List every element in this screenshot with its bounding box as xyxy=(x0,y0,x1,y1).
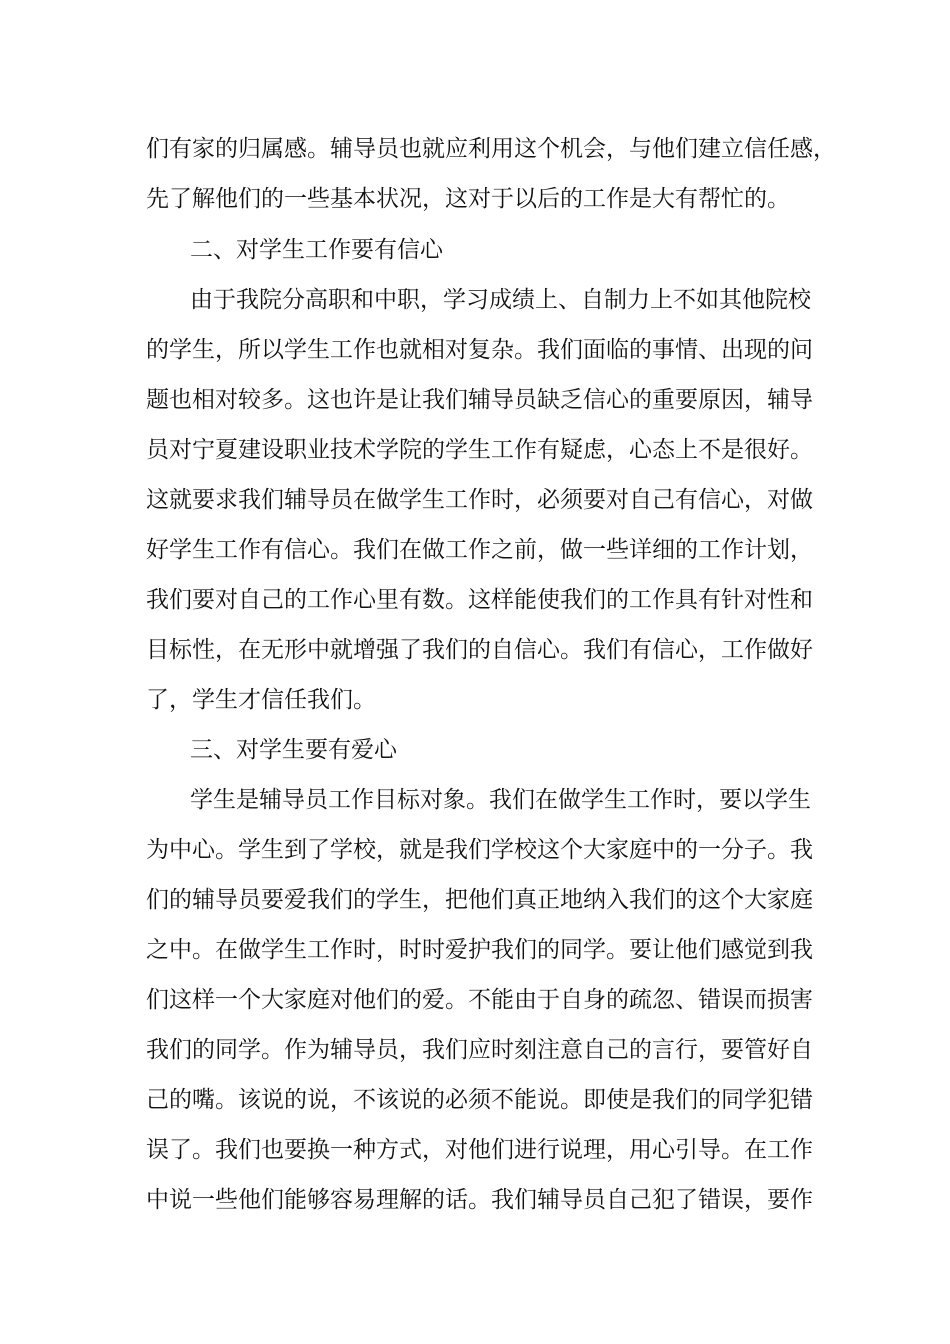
text-line: 们有家的归属感。辅导员也就应利用这个机会，与他们建立信任感， xyxy=(146,136,836,162)
text-line: 目标性，在无形中就增强了我们的自信心。我们有信心，工作做好 xyxy=(146,637,813,663)
text-line: 己的嘴。该说的说，不该说的必须不能说。即使是我们的同学犯错 xyxy=(146,1087,813,1113)
text-line: 题也相对较多。这也许是让我们辅导员缺乏信心的重要原因，辅导 xyxy=(146,387,813,413)
section-heading-3: 三、对学生要有爱心 xyxy=(190,737,397,763)
text-line: 了，学生才信任我们。 xyxy=(146,687,376,713)
text-line: 为中心。学生到了学校，就是我们学校这个大家庭中的一分子。我 xyxy=(146,837,813,863)
text-line: 我们要对自己的工作心里有数。这样能使我们的工作具有针对性和 xyxy=(146,587,813,613)
text-line: 由于我院分高职和中职，学习成绩上、自制力上不如其他院校 xyxy=(190,287,811,313)
text-line: 之中。在做学生工作时，时时爱护我们的同学。要让他们感觉到我 xyxy=(146,937,813,963)
text-line: 我们的同学。作为辅导员，我们应时刻注意自己的言行，要管好自 xyxy=(146,1037,813,1063)
text-line: 中说一些他们能够容易理解的话。我们辅导员自己犯了错误，要作 xyxy=(146,1187,813,1213)
text-line: 先了解他们的一些基本状况，这对于以后的工作是大有帮忙的。 xyxy=(146,186,790,212)
text-line: 学生是辅导员工作目标对象。我们在做学生工作时，要以学生 xyxy=(190,787,811,813)
text-line: 好学生工作有信心。我们在做工作之前，做一些详细的工作计划， xyxy=(146,537,813,563)
section-heading-2: 二、对学生工作要有信心 xyxy=(190,237,443,263)
text-line: 这就要求我们辅导员在做学生工作时，必须要对自己有信心，对做 xyxy=(146,487,813,513)
text-line: 员对宁夏建设职业技术学院的学生工作有疑虑，心态上不是很好。 xyxy=(146,437,813,463)
text-line: 们的辅导员要爱我们的学生，把他们真正地纳入我们的这个大家庭 xyxy=(146,887,813,913)
text-line: 们这样一个大家庭对他们的爱。不能由于自身的疏忽、错误而损害 xyxy=(146,987,813,1013)
text-line: 的学生，所以学生工作也就相对复杂。我们面临的事情、出现的问 xyxy=(146,337,813,363)
text-line: 误了。我们也要换一种方式，对他们进行说理，用心引导。在工作 xyxy=(146,1137,813,1163)
